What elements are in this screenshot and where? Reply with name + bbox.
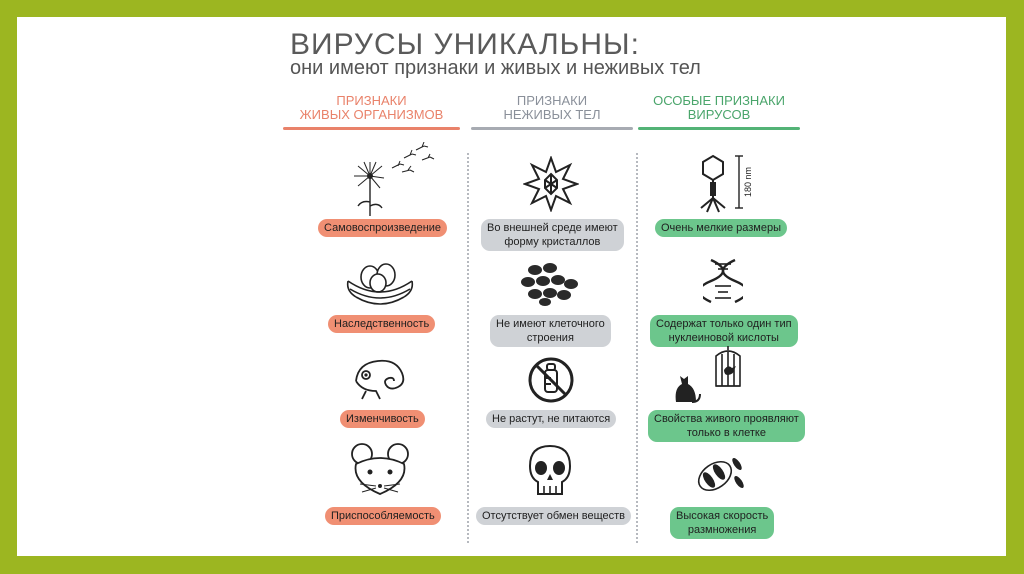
pill-one-nucleic-acid bbox=[650, 315, 798, 347]
bacteriophage-icon bbox=[693, 152, 757, 214]
column-underline bbox=[283, 127, 460, 130]
pill-no-metabolism: Отсутствует обмен веществ bbox=[476, 507, 631, 525]
pill-line: форму кристаллов bbox=[504, 236, 601, 248]
column-underline bbox=[471, 127, 633, 130]
rat-icon bbox=[348, 440, 412, 498]
dandelion-icon bbox=[342, 142, 442, 218]
pill-variability: Изменчивость bbox=[340, 410, 425, 428]
cells-icon bbox=[519, 262, 581, 306]
pill-crystal-form bbox=[481, 219, 624, 251]
dna-icon bbox=[703, 258, 743, 304]
column-underline bbox=[638, 127, 800, 130]
crystal-icon bbox=[523, 156, 579, 212]
no-bottle-icon bbox=[527, 356, 575, 404]
pill-line: только в клетке bbox=[686, 427, 766, 439]
pill-line: строения bbox=[526, 332, 574, 344]
column-heading-line1: ПРИЗНАКИ bbox=[516, 93, 588, 108]
skull-icon bbox=[527, 444, 573, 500]
pill-adaptability: Приспособляемость bbox=[325, 507, 441, 525]
pill-line: нуклеиновой кислоты bbox=[668, 332, 779, 344]
pill-line: Не имеют клеточного bbox=[496, 318, 605, 330]
pill-heredity: Наследственность bbox=[328, 315, 435, 333]
column-divider bbox=[636, 153, 638, 543]
pill-no-cells bbox=[490, 315, 611, 347]
column-heading-line2: НЕЖИВЫХ ТЕЛ bbox=[503, 107, 601, 122]
pill-line: Содержат только один тип bbox=[656, 318, 792, 330]
chameleon-icon bbox=[350, 353, 410, 403]
column-heading-nonliving bbox=[471, 94, 633, 130]
column-heading-line2: ВИРУСОВ bbox=[687, 107, 751, 122]
pill-line: Во внешней среде имеют bbox=[487, 222, 618, 234]
column-divider bbox=[467, 153, 469, 543]
column-heading-line1: ОСОБЫЕ ПРИЗНАКИ bbox=[653, 93, 785, 108]
page-subtitle: они имеют признаки и живых и неживых тел bbox=[290, 57, 701, 79]
dividing-cells-icon bbox=[693, 452, 747, 498]
pill-living-in-cell bbox=[648, 410, 805, 442]
column-heading-line2: ЖИВЫХ ОРГАНИЗМОВ bbox=[299, 107, 444, 122]
pill-fast-reproduction bbox=[670, 507, 774, 539]
nest-eggs-icon bbox=[344, 263, 416, 309]
pill-self-reproduction: Самовоспроизведение bbox=[318, 219, 447, 237]
column-heading-line1: ПРИЗНАКИ bbox=[336, 93, 407, 108]
pill-line: размножения bbox=[687, 524, 757, 536]
column-heading-virus bbox=[638, 94, 800, 130]
caged-bird-cat-icon bbox=[670, 346, 746, 404]
pill-line: Свойства живого проявляют bbox=[654, 413, 799, 425]
pill-no-growth: Не растут, не питаются bbox=[486, 410, 616, 428]
column-heading-living bbox=[283, 94, 460, 130]
scale-label: 180 nm bbox=[743, 166, 753, 198]
page-title: ВИРУСЫ УНИКАЛЬНЫ: bbox=[290, 28, 640, 61]
pill-line: Высокая скорость bbox=[676, 510, 769, 522]
pill-small-size: Очень мелкие размеры bbox=[655, 219, 787, 237]
